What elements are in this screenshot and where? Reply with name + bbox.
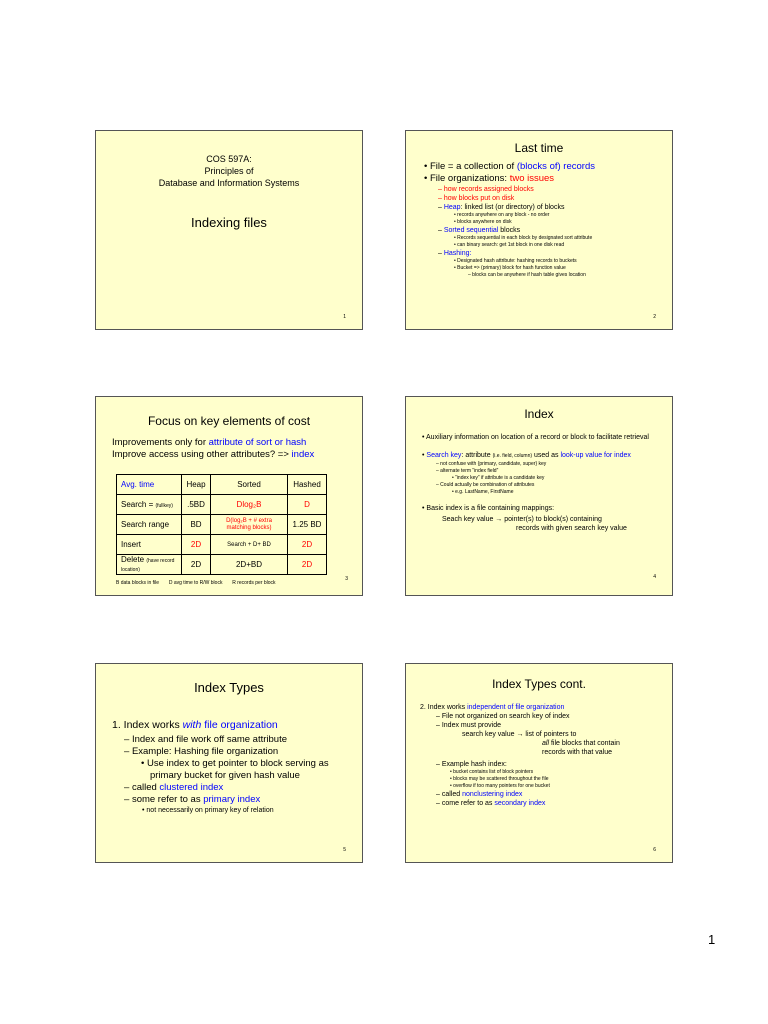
- table-row: [117, 555, 327, 575]
- page-number: 1: [708, 932, 716, 947]
- detail-2: – Example: Hashing file organization: [124, 746, 279, 757]
- cost-legend: B data blocks in file D avg time to R/W block R records per block: [116, 580, 276, 586]
- issue-1: – how records assigned blocks: [438, 186, 534, 193]
- detail-2-line2: all file blocks that contain: [542, 740, 620, 747]
- search-key-note-2a: • “index key” if attribute is a candidate key: [452, 475, 545, 481]
- slide-2: [405, 130, 673, 330]
- detail-1: – File not organized on search key of index: [436, 713, 570, 720]
- cell-heap: .5BD: [182, 495, 211, 515]
- cell-hashed: 2D: [288, 535, 327, 555]
- slide-3: [95, 396, 363, 596]
- table-row: [117, 495, 327, 515]
- detail-3a: • bucket contains list of block pointers: [450, 769, 534, 775]
- slide-title: Last time: [514, 141, 564, 155]
- search-key-note-3a: • e.g. LastName, FirstName: [452, 489, 514, 495]
- header-sorted: Sorted: [211, 475, 288, 495]
- slide-number: 5: [343, 847, 346, 853]
- detail-4: – called nonclustering index: [436, 791, 523, 798]
- slide-title: Indexing files: [191, 215, 267, 230]
- search-key-note-1: – not confuse with {primary, candidate, super} key: [436, 461, 547, 467]
- course-header: [96, 153, 362, 189]
- hashing-detail-2: • Bucket => (primary) block for hash function value: [454, 265, 566, 271]
- row-label: Search range: [117, 515, 182, 535]
- search-key-note-3: – Could actually be combination of attributes: [436, 482, 535, 488]
- hashing-item: – Hashing:: [438, 250, 472, 257]
- intro-line-1: Improvements only for attribute of sort or hash: [112, 437, 307, 448]
- bullet-search-key: • Search key: attribute (i.e. field, column) used as look-up value for index: [422, 452, 631, 459]
- slide-number: 6: [653, 847, 656, 853]
- slide-5: [95, 663, 363, 863]
- slide-6: [405, 663, 673, 863]
- detail-3c: • overflow if too many pointers for one bucket: [450, 783, 550, 789]
- hashing-detail-3: – blocks can be anywhere if hash table gives location: [468, 272, 586, 278]
- cell-sorted: D(log₂B + # extra matching blocks): [211, 515, 288, 535]
- heap-detail-2: • blocks anywhere on disk: [454, 219, 512, 225]
- detail-4a: • not necessarily on primary key of relation: [142, 807, 274, 814]
- slide-title: Index Types: [194, 680, 264, 695]
- slide-title: Index Types cont.: [492, 677, 586, 691]
- detail-3: – called clustered index: [124, 782, 224, 793]
- cell-hashed: 1.25 BD: [288, 515, 327, 535]
- cell-hashed: 2D: [288, 555, 327, 575]
- detail-2-line3: records with that value: [542, 749, 613, 756]
- detail-2: – Index must provide: [436, 722, 501, 729]
- cell-hashed: D: [288, 495, 327, 515]
- detail-2a: • Use index to get pointer to block serving as primary bucket for given hash value: [141, 758, 329, 781]
- bullet-file-organizations: • File organizations: two issues: [424, 173, 555, 184]
- table-row: [117, 515, 327, 535]
- bullet-basic-index: • Basic index is a file containing mappings:: [422, 505, 555, 512]
- sorted-detail-1: • Records sequential in each block by designated sort attribute: [454, 235, 593, 241]
- cell-sorted: Search + D+ BD: [211, 535, 288, 555]
- slide-title: Index: [524, 407, 554, 421]
- slide-number: 2: [653, 314, 656, 320]
- course-name-line1: Principles of: [204, 166, 254, 176]
- cell-heap: 2D: [182, 535, 211, 555]
- heap-item: – Heap: linked list (or directory) of blocks: [438, 204, 565, 211]
- heap-detail-1: • records anywhere on any block - no order: [454, 212, 550, 218]
- row-label: Insert: [117, 535, 182, 555]
- slide-number: 1: [343, 314, 346, 320]
- cell-sorted: Dlog₂B: [211, 495, 288, 515]
- detail-3b: • blocks may be scattered throughout the file: [450, 776, 549, 782]
- header-heap: Heap: [182, 475, 211, 495]
- intro-line-2: Improve access using other attributes? => index: [112, 449, 315, 460]
- slide-number: 4: [653, 574, 656, 580]
- hashing-detail-1: • Designated hash attribute: hashing records to buckets: [454, 258, 577, 264]
- bullet-file: • File = a collection of (blocks of) records: [424, 161, 595, 172]
- course-name-line2: Database and Information Systems: [158, 178, 300, 188]
- slide-1: [95, 130, 363, 330]
- header-hashed: Hashed: [288, 475, 327, 495]
- detail-1: – Index and file work off same attribute: [124, 734, 288, 745]
- point-1: 1. Index works with file organization: [112, 719, 278, 731]
- cell-sorted: 2D+BD: [211, 555, 288, 575]
- detail-2-line1: search key value → list of pointers to: [462, 731, 577, 738]
- table-header-row: [117, 475, 327, 495]
- mapping-line-1: Seach key value → pointer(s) to block(s) containing: [442, 516, 602, 523]
- course-code: COS 597A:: [206, 154, 252, 164]
- sorted-item: – Sorted sequential blocks: [438, 227, 521, 234]
- bullet-auxiliary: • Auxiliary information on location of a record or block to facilitate retrieval: [422, 434, 649, 441]
- intro-lines: [112, 437, 362, 461]
- table-row: [117, 535, 327, 555]
- issue-2: – how blocks put on disk: [438, 195, 515, 202]
- detail-4: – some refer to as primary index: [124, 794, 261, 805]
- row-label: Search = (fullkey): [117, 495, 182, 515]
- mapping-line-2: records with given search key value: [516, 525, 627, 532]
- sorted-detail-2: • can binary search: get 1st block in one disk read: [454, 242, 565, 248]
- detail-5: – come refer to as secondary index: [436, 800, 546, 807]
- cell-heap: 2D: [182, 555, 211, 575]
- search-key-note-2: – alternate term “index field”: [436, 468, 499, 474]
- slide-4: [405, 396, 673, 596]
- slide-number: 3: [345, 576, 348, 582]
- point-2: 2. Index works independent of file organization: [420, 704, 565, 711]
- slide-title: Focus on key elements of cost: [147, 414, 311, 428]
- detail-3: – Example hash index:: [436, 761, 507, 768]
- cost-table: [116, 474, 327, 575]
- header-avg-time: Avg. time: [117, 475, 182, 495]
- cell-heap: BD: [182, 515, 211, 535]
- row-label: Delete (have record location): [117, 555, 182, 575]
